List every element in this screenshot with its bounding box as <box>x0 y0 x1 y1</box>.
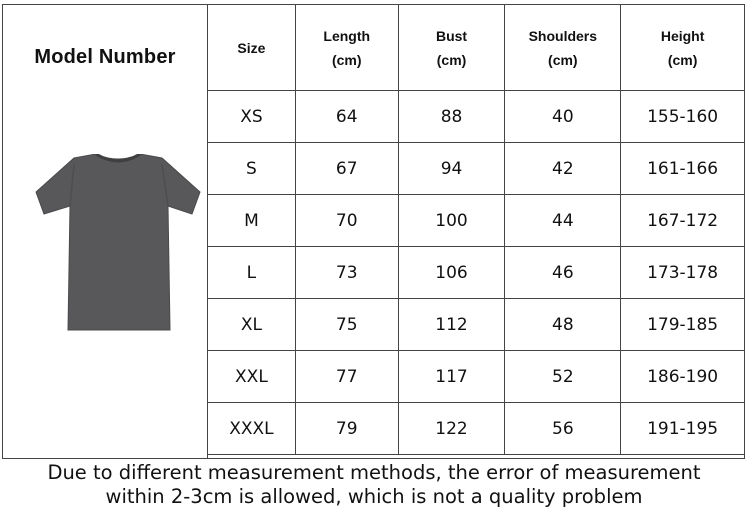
cell-shoulders: 48 <box>505 299 621 351</box>
cell-size: XXXL <box>208 403 296 455</box>
header-height: Height (cm) <box>621 5 745 91</box>
cell-height: 191-195 <box>621 403 745 455</box>
table-header-row <box>208 5 745 91</box>
table-row <box>208 91 745 143</box>
cell-length: 75 <box>295 299 398 351</box>
cell-size: XL <box>208 299 296 351</box>
table-row <box>208 299 745 351</box>
cell-length: 73 <box>295 247 398 299</box>
table-row <box>208 351 745 403</box>
cell-bust: 122 <box>398 403 505 455</box>
table-row <box>208 247 745 299</box>
header-size: Size <box>208 5 296 91</box>
cell-bust: 112 <box>398 299 505 351</box>
cell-length: 79 <box>295 403 398 455</box>
note-line: within 2-3cm is allowed, which is not a quality problem <box>105 485 643 508</box>
cell-bust: 117 <box>398 351 505 403</box>
cell-bust: 88 <box>398 91 505 143</box>
cell-bust: 106 <box>398 247 505 299</box>
table-row <box>208 195 745 247</box>
cell-bust: 100 <box>398 195 505 247</box>
cell-shoulders: 42 <box>505 143 621 195</box>
cell-size: XS <box>208 91 296 143</box>
model-cell <box>2 4 208 459</box>
cell-height: 186-190 <box>621 351 745 403</box>
cell-size: L <box>208 247 296 299</box>
cell-height: 173-178 <box>621 247 745 299</box>
note-line: Due to different measurement methods, the error of measurement <box>47 461 701 484</box>
cell-shoulders: 56 <box>505 403 621 455</box>
table-row <box>208 403 745 455</box>
cell-size: XXL <box>208 351 296 403</box>
header-length: Length (cm) <box>295 5 398 91</box>
cell-length: 64 <box>295 91 398 143</box>
cell-height: 155-160 <box>621 91 745 143</box>
cell-size: M <box>208 195 296 247</box>
cell-shoulders: 46 <box>505 247 621 299</box>
cell-height: 161-166 <box>621 143 745 195</box>
cell-length: 67 <box>295 143 398 195</box>
header-shoulders: Shoulders (cm) <box>505 5 621 91</box>
cell-height: 179-185 <box>621 299 745 351</box>
tshirt-icon <box>34 154 202 332</box>
cell-height: 167-172 <box>621 195 745 247</box>
cell-shoulders: 40 <box>505 91 621 143</box>
cell-length: 77 <box>295 351 398 403</box>
size-table <box>207 4 745 455</box>
cell-shoulders: 44 <box>505 195 621 247</box>
cell-bust: 94 <box>398 143 505 195</box>
table-row <box>208 143 745 195</box>
model-title: Model Number <box>34 46 176 68</box>
header-bust: Bust (cm) <box>398 5 505 91</box>
cell-length: 70 <box>295 195 398 247</box>
cell-size: S <box>208 143 296 195</box>
measurement-note <box>0 461 748 509</box>
cell-shoulders: 52 <box>505 351 621 403</box>
tshirt-body <box>36 154 200 330</box>
